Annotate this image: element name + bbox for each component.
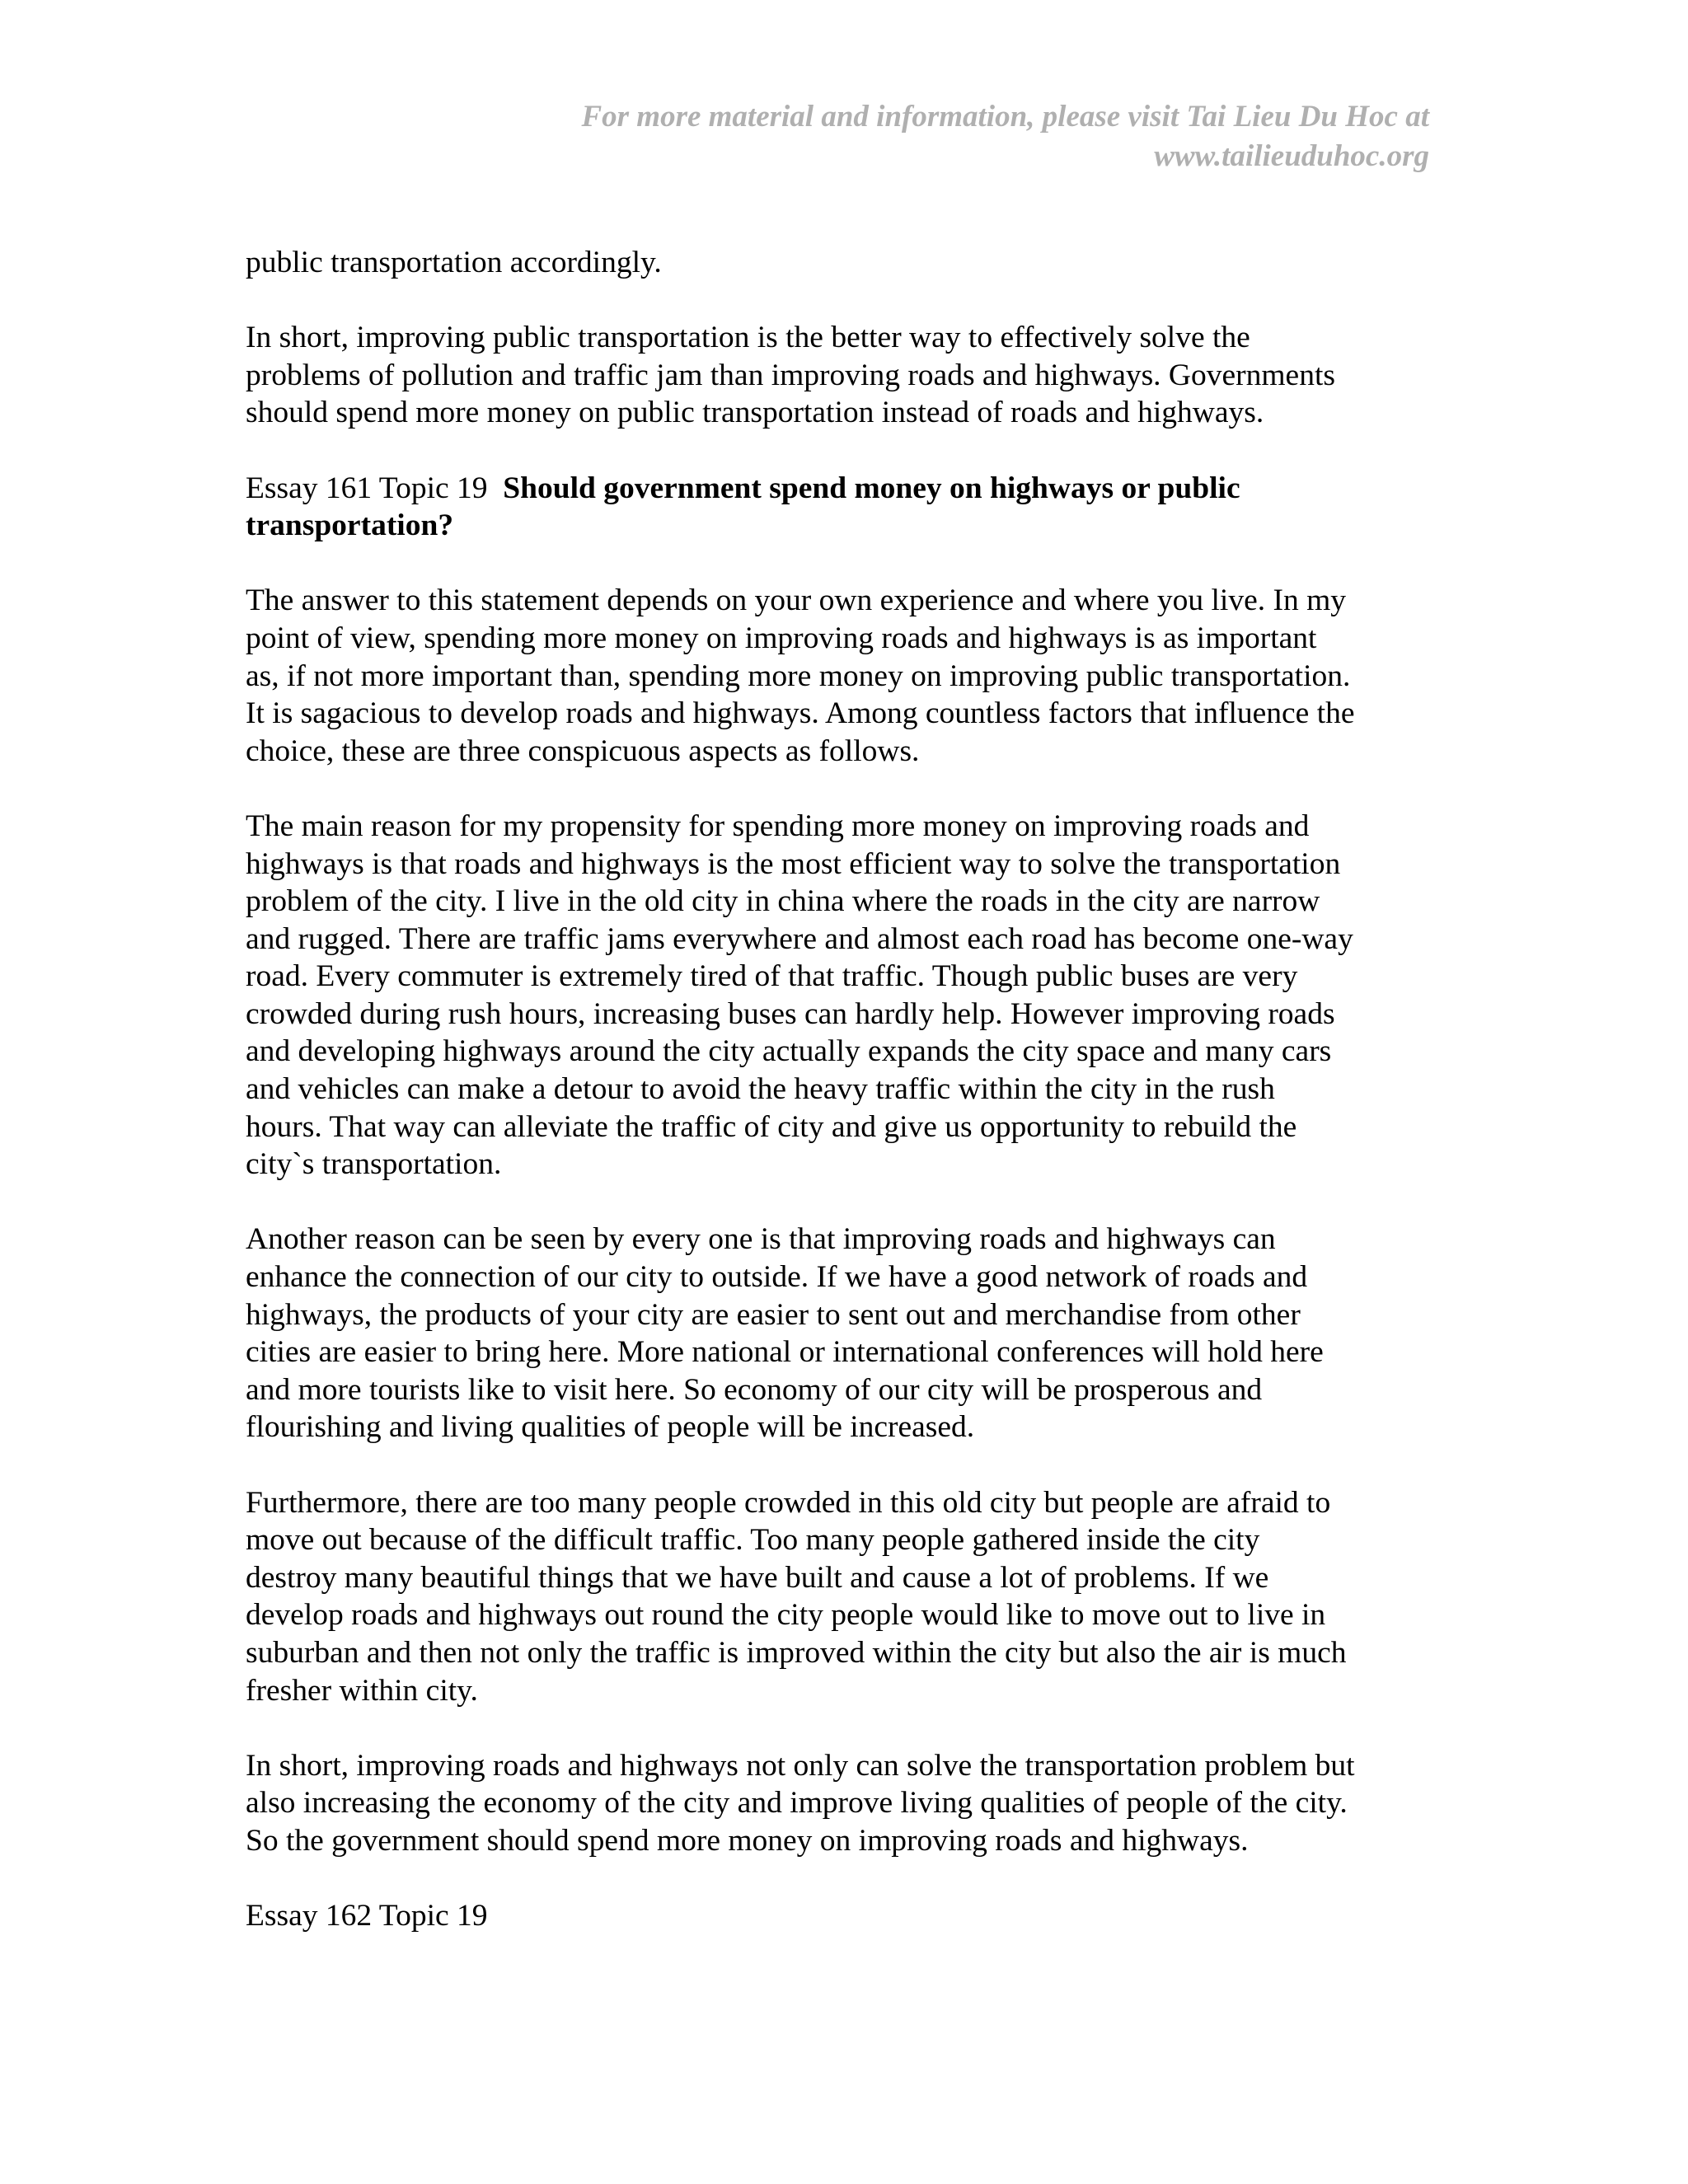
- document-body: [246, 244, 1432, 1972]
- essay-label: Essay 161 Topic 19: [246, 471, 488, 505]
- header-line-1: For more material and information, please visit Tai Lieu Du Hoc at: [581, 100, 1429, 134]
- text-line: choice, these are three conspicuous aspects as follows.: [246, 733, 920, 768]
- paragraph-main-reason: [246, 808, 1432, 1183]
- text-line: point of view, spending more money on improving roads and highways is as important: [246, 621, 1317, 655]
- paragraph-intro: [246, 582, 1432, 770]
- text-line: highways, the products of your city are easier to sent out and merchandise from other: [246, 1297, 1301, 1332]
- text-line: city`s transportation.: [246, 1147, 502, 1182]
- essay-161-heading: [246, 470, 1432, 545]
- text-line: road. Every commuter is extremely tired of that traffic. Though public buses are very: [246, 959, 1298, 994]
- text-line: destroy many beautiful things that we have built and cause a lot of problems. If we: [246, 1560, 1269, 1595]
- text-line: problem of the city. I live in the old city in china where the roads in the city are narrow: [246, 884, 1320, 919]
- text-line: also increasing the economy of the city and improve living qualities of people of the city.: [246, 1786, 1348, 1821]
- text-line: Another reason can be seen by every one is that improving roads and highways can: [246, 1222, 1276, 1257]
- text-line: fresher within city.: [246, 1673, 478, 1708]
- text-line: problems of pollution and traffic jam than improving roads and highways. Governments: [246, 358, 1335, 392]
- header-url: www.tailieuduhoc.org: [1154, 139, 1429, 173]
- paragraph-another-reason: [246, 1221, 1432, 1446]
- paragraph-conclusion-160: [246, 319, 1432, 432]
- text-line: should spend more money on public transportation instead of roads and highways.: [246, 396, 1264, 430]
- text-line: In short, improving roads and highways not only can solve the transportation problem but: [246, 1748, 1355, 1783]
- paragraph-conclusion-161: [246, 1747, 1432, 1860]
- text-line: Furthermore, there are too many people crowded in this old city but people are afraid to: [246, 1485, 1331, 1520]
- text-line: In short, improving public transportation is the better way to effectively solve the: [246, 321, 1250, 355]
- paragraph-furthermore: [246, 1484, 1432, 1710]
- text-line: The answer to this statement depends on your own experience and where you live. In my: [246, 583, 1347, 618]
- text-line: flourishing and living qualities of people will be increased.: [246, 1410, 975, 1445]
- essay-title: Should government spend money on highways or public: [503, 471, 1240, 505]
- text-line: develop roads and highways out round the city people would like to move out to live in: [246, 1598, 1326, 1633]
- text-line: hours. That way can alleviate the traffic of city and give us opportunity to rebuild the: [246, 1109, 1297, 1144]
- page-header: [581, 97, 1429, 176]
- text-line: and developing highways around the city actually expands the city space and many cars: [246, 1034, 1332, 1069]
- text-line: suburban and then not only the traffic is improved within the city but also the air is much: [246, 1635, 1347, 1670]
- text-line: So the government should spend more money on improving roads and highways.: [246, 1823, 1249, 1858]
- text-line: It is sagacious to develop roads and highways. Among countless factors that influence the: [246, 696, 1355, 731]
- text-line: and more tourists like to visit here. So economy of our city will be prosperous and: [246, 1372, 1263, 1407]
- essay-title-continued: transportation?: [246, 509, 454, 543]
- text-line: and vehicles can make a detour to avoid the heavy traffic within the city in the rush: [246, 1072, 1275, 1107]
- text-line: cities are easier to bring here. More national or international conferences will hold here: [246, 1335, 1324, 1370]
- text-line: public transportation accordingly.: [246, 246, 662, 279]
- text-line: highways is that roads and highways is the most efficient way to solve the transportation: [246, 846, 1341, 881]
- text-line: The main reason for my propensity for spending more money on improving roads and: [246, 808, 1310, 843]
- text-line: enhance the connection of our city to outside. If we have a good network of roads and: [246, 1260, 1308, 1295]
- essay-label: Essay 162 Topic 19: [246, 1899, 488, 1933]
- essay-162-heading: [246, 1897, 1432, 1935]
- text-line: move out because of the difficult traffic. Too many people gathered inside the city: [246, 1523, 1260, 1558]
- paragraph-continuation: [246, 244, 1432, 282]
- text-line: and rugged. There are traffic jams everywhere and almost each road has become one-way: [246, 921, 1353, 956]
- text-line: crowded during rush hours, increasing buses can hardly help. However improving roads: [246, 996, 1335, 1031]
- text-line: as, if not more important than, spending more money on improving public transportation.: [246, 658, 1351, 693]
